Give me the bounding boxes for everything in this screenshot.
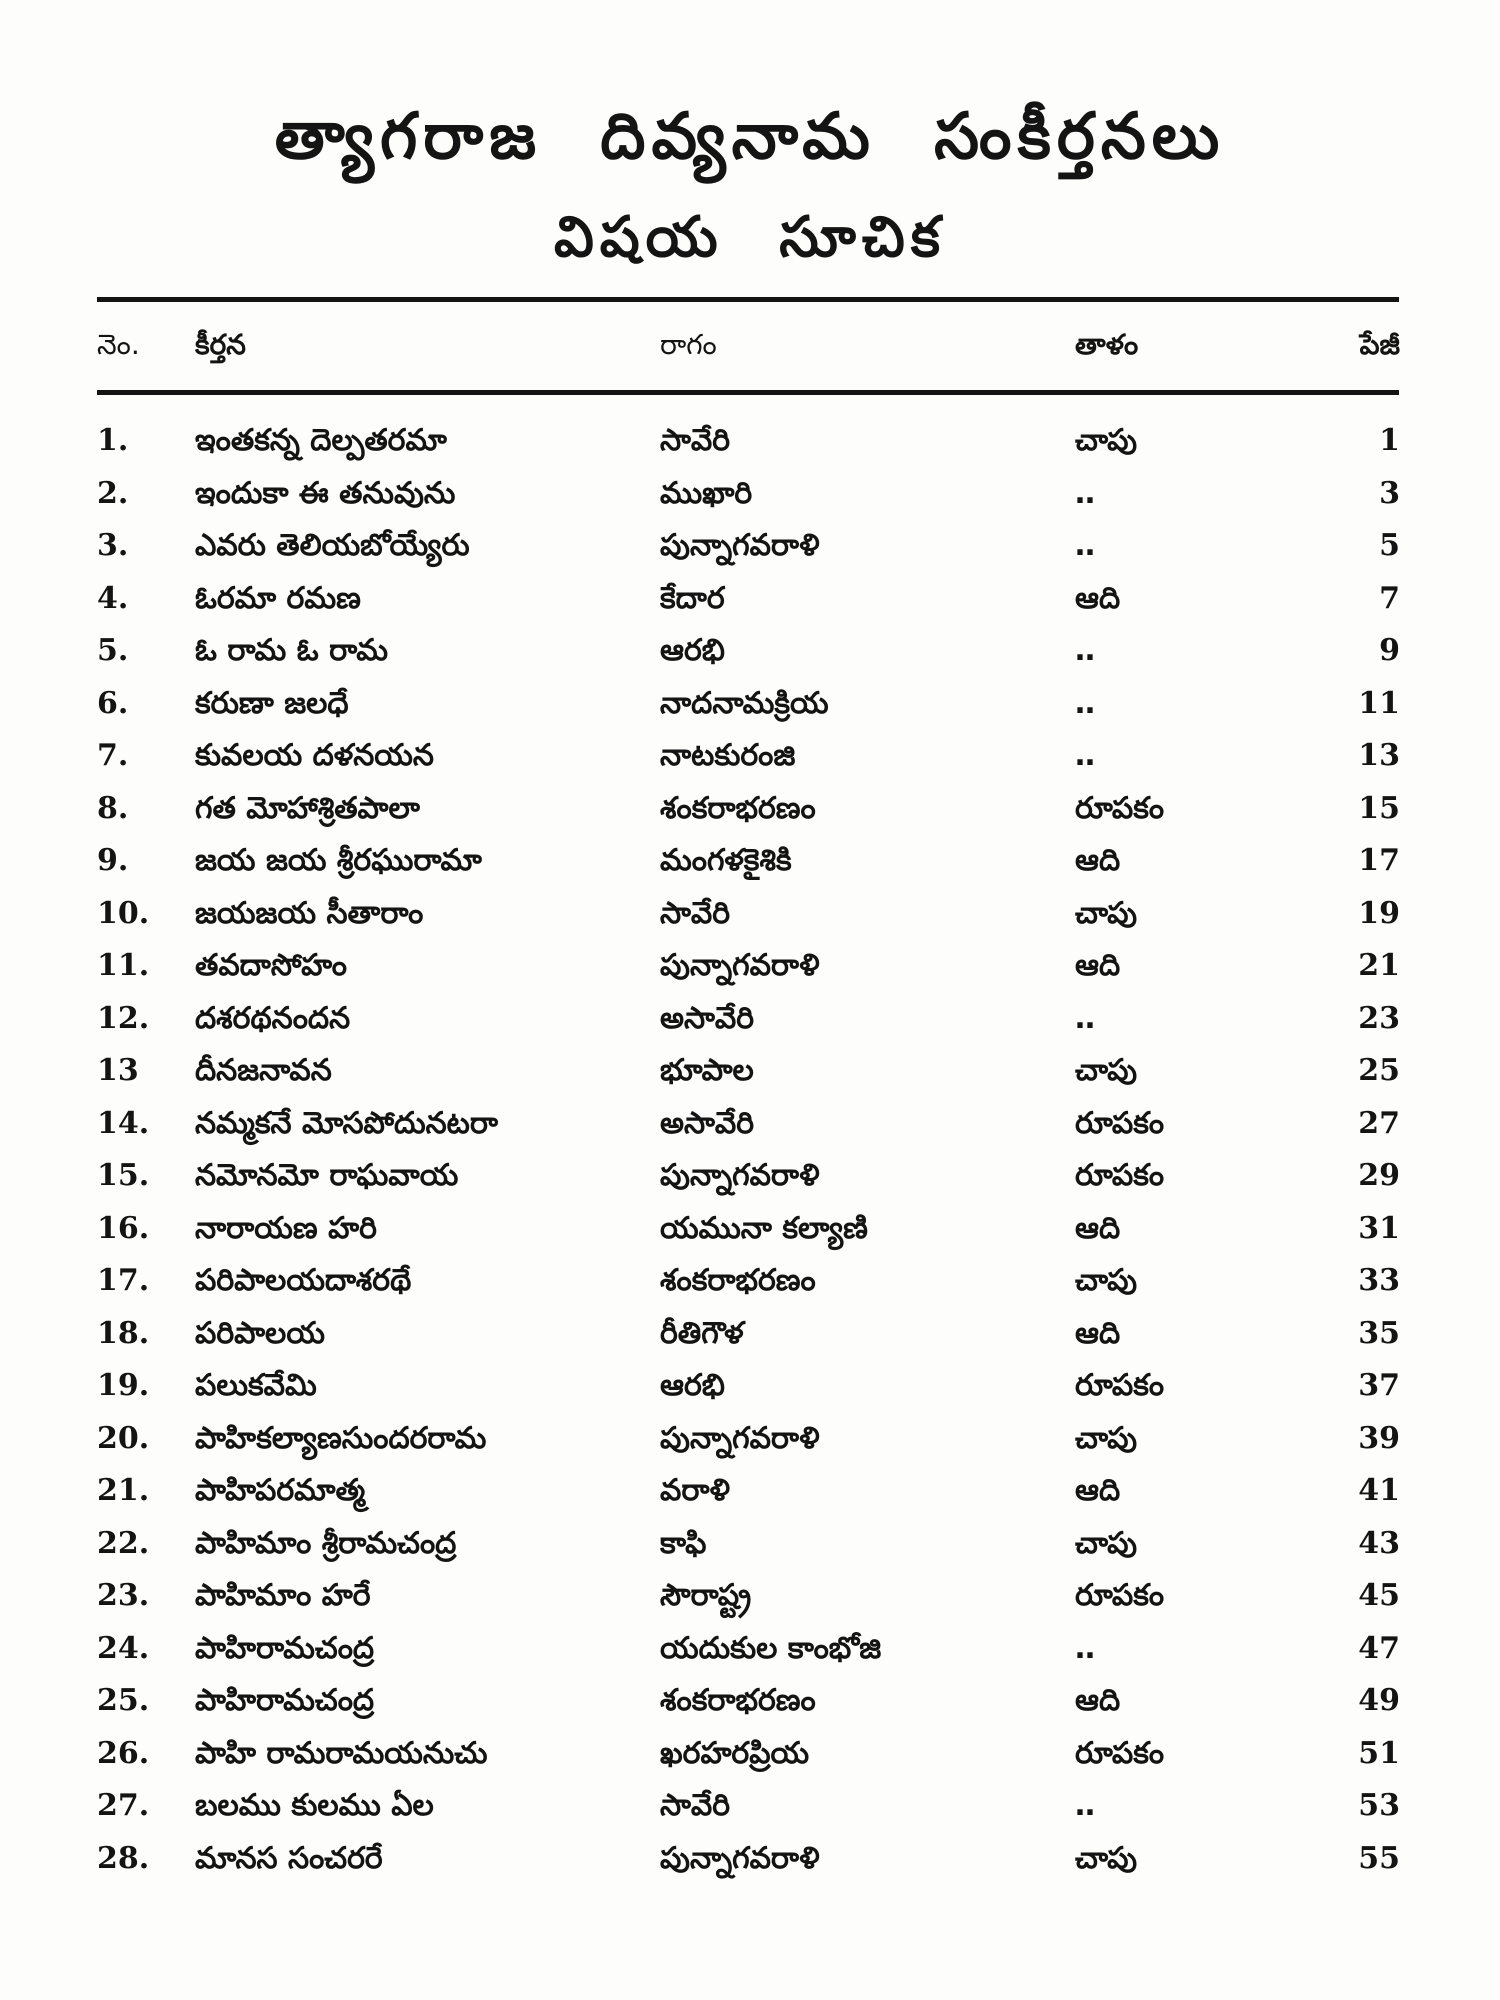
row-tala: రూపకం bbox=[1075, 1578, 1165, 1613]
row-raga: కాఫి bbox=[660, 1525, 707, 1561]
row-number: 13 bbox=[97, 1053, 139, 1088]
table-row bbox=[0, 1255, 1500, 1308]
row-tala: చాపు bbox=[1075, 895, 1138, 931]
row-raga: రీతిగౌళ bbox=[660, 1315, 744, 1351]
table-row bbox=[0, 1833, 1500, 1886]
row-kirtana: పాహికల్యాణసుందరరామ bbox=[195, 1420, 487, 1456]
row-tala: చాపు bbox=[1075, 1420, 1138, 1456]
row-page: 11 bbox=[1358, 685, 1400, 721]
table-row bbox=[0, 1308, 1500, 1361]
row-number: 18. bbox=[97, 1315, 150, 1351]
table-row bbox=[0, 1203, 1500, 1256]
row-number: 3. bbox=[97, 528, 129, 563]
row-raga: పున్నాగవరాళి bbox=[660, 1420, 820, 1456]
row-number: 11. bbox=[97, 948, 150, 983]
row-kirtana: కరుణా జలధే bbox=[195, 685, 349, 721]
row-tala: చాపు bbox=[1075, 1053, 1138, 1088]
row-tala: రూపకం bbox=[1075, 1105, 1165, 1141]
row-kirtana: పరిపాలయ bbox=[195, 1315, 325, 1351]
row-page: 49 bbox=[1358, 1683, 1400, 1718]
header-tala: తాళం bbox=[1075, 328, 1139, 361]
row-kirtana: పలుకవేమి bbox=[195, 1368, 317, 1403]
table-header bbox=[0, 328, 1500, 368]
row-raga: నాటకురంజి bbox=[660, 738, 796, 773]
row-number: 14. bbox=[97, 1105, 150, 1141]
row-number: 22. bbox=[97, 1525, 150, 1561]
row-tala: ‥ bbox=[1075, 738, 1096, 773]
row-tala: ‥ bbox=[1075, 685, 1096, 721]
row-number: 12. bbox=[97, 1000, 150, 1036]
row-page: 51 bbox=[1358, 1735, 1400, 1771]
row-number: 23. bbox=[97, 1578, 150, 1613]
row-number: 8. bbox=[97, 790, 129, 826]
row-page: 47 bbox=[1358, 1630, 1400, 1666]
row-tala: ‥ bbox=[1075, 475, 1096, 511]
table-row bbox=[0, 678, 1500, 731]
row-page: 41 bbox=[1358, 1473, 1400, 1508]
header-raga: రాగం bbox=[660, 328, 717, 361]
row-page: 45 bbox=[1358, 1578, 1400, 1613]
table-row bbox=[0, 783, 1500, 836]
row-kirtana: పాహిపరమాత్మ bbox=[195, 1473, 366, 1508]
row-number: 17. bbox=[97, 1263, 150, 1298]
row-tala: ‥ bbox=[1075, 528, 1096, 563]
table-row bbox=[0, 415, 1500, 468]
table-row bbox=[0, 730, 1500, 783]
row-tala: ఆది bbox=[1075, 1473, 1121, 1508]
row-kirtana: నమోనమో రాఘవాయ bbox=[195, 1158, 459, 1193]
row-number: 26. bbox=[97, 1735, 150, 1771]
row-tala: చాపు bbox=[1075, 1525, 1138, 1561]
row-raga: ముఖారి bbox=[660, 475, 753, 511]
table-row bbox=[0, 835, 1500, 888]
row-kirtana: ఇందుకా ఈ తనువును bbox=[195, 475, 456, 511]
row-tala: ‥ bbox=[1075, 1000, 1096, 1036]
row-page: 35 bbox=[1358, 1315, 1400, 1351]
row-raga: శంకరాభరణం bbox=[660, 1683, 816, 1718]
row-raga: మంగళకైశికి bbox=[660, 843, 792, 878]
row-page: 5 bbox=[1379, 528, 1400, 563]
row-raga: వరాళి bbox=[660, 1473, 731, 1508]
row-page: 21 bbox=[1358, 948, 1400, 983]
row-number: 9. bbox=[97, 843, 129, 878]
table-row bbox=[0, 1098, 1500, 1151]
row-raga: ఖరహరప్రియ bbox=[660, 1735, 810, 1771]
row-page: 27 bbox=[1358, 1105, 1400, 1141]
row-page: 33 bbox=[1358, 1263, 1400, 1298]
row-number: 28. bbox=[97, 1840, 150, 1876]
table-row bbox=[0, 1675, 1500, 1728]
row-kirtana: పరిపాలయదాశరథే bbox=[195, 1263, 412, 1298]
row-raga: పున్నాగవరాళి bbox=[660, 528, 820, 563]
row-raga: కేదార bbox=[660, 580, 725, 616]
row-page: 7 bbox=[1379, 580, 1400, 616]
table-row bbox=[0, 1360, 1500, 1413]
row-tala: ‥ bbox=[1075, 1788, 1096, 1823]
row-page: 19 bbox=[1358, 895, 1400, 931]
row-tala: రూపకం bbox=[1075, 1158, 1165, 1193]
row-kirtana: నమ్మకనే మోసపోదునటరా bbox=[195, 1105, 498, 1141]
table-row bbox=[0, 1780, 1500, 1833]
row-number: 25. bbox=[97, 1683, 150, 1718]
header-kirtana: కీర్తన bbox=[195, 328, 246, 361]
row-kirtana: బలము కులము ఏల bbox=[195, 1788, 434, 1823]
table-row bbox=[0, 1728, 1500, 1781]
row-number: 27. bbox=[97, 1788, 150, 1823]
row-tala: ఆది bbox=[1075, 580, 1121, 616]
row-kirtana: ఓరమా రమణ bbox=[195, 580, 361, 616]
row-kirtana: గత మోహాశ్రితపాలా bbox=[195, 790, 420, 826]
table-row bbox=[0, 993, 1500, 1046]
table-row bbox=[0, 1570, 1500, 1623]
row-number: 19. bbox=[97, 1368, 150, 1403]
document-title: త్యాగరాజ దివ్యనామ సంకీర్తనలు bbox=[274, 100, 1226, 174]
row-raga: నాదనామక్రియ bbox=[660, 685, 829, 721]
row-page: 39 bbox=[1358, 1420, 1400, 1456]
row-kirtana: దీనజనావన bbox=[195, 1053, 332, 1088]
row-kirtana: కువలయ దళనయన bbox=[195, 738, 434, 773]
row-page: 3 bbox=[1379, 475, 1400, 511]
row-tala: ఆది bbox=[1075, 843, 1121, 878]
row-page: 25 bbox=[1358, 1053, 1400, 1088]
row-tala: చాపు bbox=[1075, 1263, 1138, 1298]
row-tala: ‥ bbox=[1075, 633, 1096, 668]
row-number: 2. bbox=[97, 475, 129, 511]
table-row bbox=[0, 1150, 1500, 1203]
row-tala: ఆది bbox=[1075, 948, 1121, 983]
row-number: 15. bbox=[97, 1158, 150, 1193]
row-kirtana: దశరథనందన bbox=[195, 1000, 351, 1036]
row-page: 29 bbox=[1358, 1158, 1400, 1193]
row-kirtana: ఓ రామ ఓ రామ bbox=[195, 633, 389, 668]
row-raga: పున్నాగవరాళి bbox=[660, 1840, 820, 1876]
table-row bbox=[0, 625, 1500, 678]
row-number: 20. bbox=[97, 1420, 150, 1456]
row-page: 13 bbox=[1358, 738, 1400, 773]
row-raga: యదుకుల కాంభోజి bbox=[660, 1630, 882, 1666]
row-raga: భూపాల bbox=[660, 1053, 754, 1088]
row-raga: అసావేరి bbox=[660, 1105, 755, 1141]
row-tala: ఆది bbox=[1075, 1210, 1121, 1246]
table-header-rule bbox=[97, 390, 1399, 395]
table-row bbox=[0, 1045, 1500, 1098]
row-kirtana: ఎవరు తెలియబోయ్యేరు bbox=[195, 528, 470, 563]
table-row bbox=[0, 468, 1500, 521]
row-number: 10. bbox=[97, 895, 150, 931]
row-tala: ఆది bbox=[1075, 1683, 1121, 1718]
row-kirtana: ఇంతకన్న దెల్పతరమా bbox=[195, 423, 447, 458]
row-kirtana: మానస సంచరరే bbox=[195, 1840, 383, 1876]
row-page: 37 bbox=[1358, 1368, 1400, 1403]
row-number: 21. bbox=[97, 1473, 150, 1508]
row-number: 4. bbox=[97, 580, 129, 616]
table-row bbox=[0, 520, 1500, 573]
row-page: 43 bbox=[1358, 1525, 1400, 1561]
row-raga: సావేరి bbox=[660, 423, 731, 458]
row-kirtana: పాహిరామచంద్ర bbox=[195, 1630, 375, 1666]
row-raga: పున్నాగవరాళి bbox=[660, 1158, 820, 1193]
row-tala: ‥ bbox=[1075, 1630, 1096, 1666]
row-number: 1. bbox=[97, 423, 129, 458]
row-raga: శంకరాభరణం bbox=[660, 790, 816, 826]
row-page: 23 bbox=[1358, 1000, 1400, 1036]
row-kirtana: నారాయణ హరి bbox=[195, 1210, 377, 1246]
table-row bbox=[0, 888, 1500, 941]
row-raga: యమునా కల్యాణి bbox=[660, 1210, 868, 1246]
row-kirtana: పాహిరామచంద్ర bbox=[195, 1683, 375, 1718]
row-number: 24. bbox=[97, 1630, 150, 1666]
row-raga: సౌరాష్ట్ర bbox=[660, 1578, 752, 1613]
row-kirtana: పాహిమాం హరే bbox=[195, 1578, 371, 1613]
row-kirtana: జయ జయ శ్రీరఘురామా bbox=[195, 843, 482, 878]
row-page: 1 bbox=[1379, 423, 1400, 458]
row-page: 53 bbox=[1358, 1788, 1400, 1823]
row-kirtana: తవదాసోహం bbox=[195, 948, 347, 983]
row-kirtana: పాహి రామరామయనుచు bbox=[195, 1735, 488, 1771]
table-row bbox=[0, 940, 1500, 993]
header-number: నెం. bbox=[97, 328, 140, 361]
row-tala: రూపకం bbox=[1075, 790, 1165, 826]
document-subtitle: విషయ సూచిక bbox=[553, 205, 947, 270]
row-number: 16. bbox=[97, 1210, 150, 1246]
table-row bbox=[0, 1465, 1500, 1518]
row-raga: పున్నాగవరాళి bbox=[660, 948, 820, 983]
table-row bbox=[0, 573, 1500, 626]
row-number: 6. bbox=[97, 685, 129, 721]
row-tala: చాపు bbox=[1075, 1840, 1138, 1876]
row-raga: సావేరి bbox=[660, 1788, 731, 1823]
row-page: 17 bbox=[1358, 843, 1400, 878]
table-row bbox=[0, 1413, 1500, 1466]
row-tala: చాపు bbox=[1075, 423, 1138, 458]
row-page: 31 bbox=[1358, 1210, 1400, 1246]
row-raga: ఆరభి bbox=[660, 633, 725, 668]
row-number: 7. bbox=[97, 738, 129, 773]
row-page: 9 bbox=[1379, 633, 1400, 668]
table-top-rule bbox=[97, 297, 1399, 302]
row-tala: ఆది bbox=[1075, 1315, 1121, 1351]
row-number: 5. bbox=[97, 633, 129, 668]
row-kirtana: పాహిమాం శ్రీరామచంద్ర bbox=[195, 1525, 457, 1561]
row-tala: రూపకం bbox=[1075, 1735, 1165, 1771]
row-raga: అసావేరి bbox=[660, 1000, 755, 1036]
row-kirtana: జయజయ సీతారాం bbox=[195, 895, 424, 931]
row-raga: ఆరభి bbox=[660, 1368, 725, 1403]
header-page: పేజీ bbox=[1359, 328, 1400, 361]
row-page: 15 bbox=[1358, 790, 1400, 826]
table-row bbox=[0, 1518, 1500, 1571]
table-body bbox=[0, 415, 1500, 1885]
row-tala: రూపకం bbox=[1075, 1368, 1165, 1403]
row-raga: శంకరాభరణం bbox=[660, 1263, 816, 1298]
row-raga: సావేరి bbox=[660, 895, 731, 931]
row-page: 55 bbox=[1358, 1840, 1400, 1876]
table-row bbox=[0, 1623, 1500, 1676]
